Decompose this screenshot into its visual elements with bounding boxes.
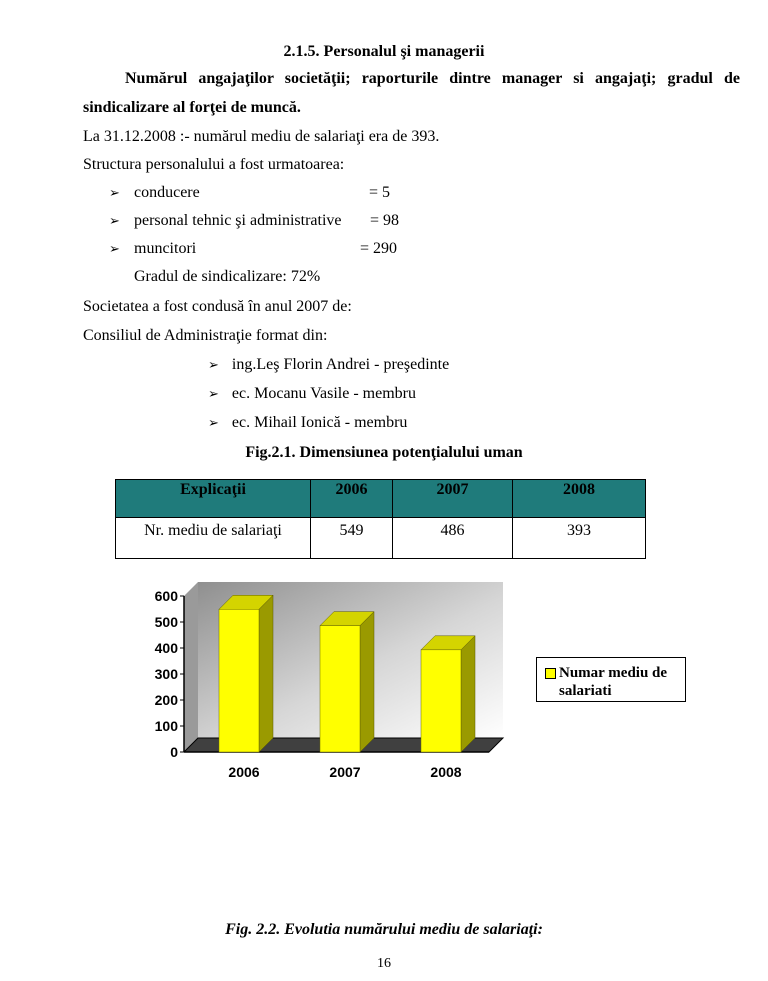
x-tick-label: 2008 <box>430 764 462 780</box>
board-member <box>208 356 449 374</box>
table-header-row <box>116 480 646 518</box>
y-tick-label: 500 <box>154 614 178 630</box>
board-member <box>208 385 416 403</box>
structure-item <box>109 212 120 230</box>
structure-label: conducere <box>134 184 200 201</box>
unionization-rate: Gradul de sindicalizare: 72% <box>134 268 321 285</box>
arrow-bullet-icon: ➢ <box>208 415 219 430</box>
chart-side-wall <box>184 582 198 752</box>
y-tick-label: 0 <box>170 744 178 760</box>
avg-employees-line: La 31.12.2008 :- numărul mediu de salariaţi era de 393. <box>83 128 440 145</box>
led-by-line: Societatea a fost condusă în anul 2007 de: <box>83 298 352 315</box>
bar-front <box>421 650 461 752</box>
employees-bar-chart <box>150 580 520 790</box>
intro-line-1: Numărul angajaţilor societăţii; raporturile dintre manager si angajaţi; gradul de <box>125 70 740 87</box>
bar-side <box>360 612 374 752</box>
chart-legend <box>536 657 686 702</box>
table-cell: 549 <box>311 518 393 559</box>
bar-front <box>320 626 360 752</box>
bar-side <box>259 595 273 752</box>
page-number: 16 <box>377 956 391 971</box>
intro-line-2: sindicalizare al forţei de muncă. <box>83 99 301 116</box>
chart-y-ticks <box>155 588 184 760</box>
bar <box>421 636 475 752</box>
y-tick-label: 400 <box>154 640 178 656</box>
bar-side <box>461 636 475 752</box>
x-tick-label: 2007 <box>329 764 361 780</box>
structure-label: muncitori <box>134 240 197 257</box>
arrow-bullet-icon: ➢ <box>109 213 120 228</box>
personnel-table <box>115 479 646 559</box>
y-tick-label: 600 <box>154 588 178 604</box>
figure-title: Fig.2.1. Dimensiunea potenţialului uman <box>245 444 523 461</box>
board-member <box>208 414 407 432</box>
board-member-text: ec. Mihail Ionică - membru <box>231 414 408 431</box>
bar-front <box>219 609 259 752</box>
arrow-bullet-icon: ➢ <box>109 185 120 200</box>
table-cell: 393 <box>513 518 646 559</box>
bar <box>219 595 273 752</box>
figure-caption: Fig. 2.2. Evolutia numărului mediu de salariaţi: <box>225 921 543 938</box>
arrow-bullet-icon: ➢ <box>208 357 219 372</box>
board-member-text: ing.Leş Florin Andrei - preşedinte <box>231 356 450 373</box>
arrow-bullet-icon: ➢ <box>109 241 120 256</box>
table-header-cell: 2007 <box>393 480 513 518</box>
table-cell: 486 <box>393 518 513 559</box>
arrow-bullet-icon: ➢ <box>208 386 219 401</box>
section-heading: 2.1.5. Personalul şi managerii <box>283 43 485 60</box>
table-row <box>116 518 646 559</box>
structure-item <box>109 240 120 258</box>
x-tick-label: 2006 <box>228 764 260 780</box>
table-header-cell: Explicaţii <box>116 480 311 518</box>
legend-label: Numar mediu de salariati <box>559 665 668 699</box>
legend-swatch <box>545 668 556 679</box>
table-header-cell: 2008 <box>513 480 646 518</box>
table-header-cell: 2006 <box>311 480 393 518</box>
y-tick-label: 300 <box>154 666 178 682</box>
structure-label: personal tehnic şi administrative <box>134 212 342 229</box>
structure-value: = 98 <box>370 212 400 229</box>
table-cell: Nr. mediu de salariaţi <box>116 518 311 559</box>
board-intro: Consiliul de Administraţie format din: <box>83 327 328 344</box>
y-tick-label: 100 <box>154 718 178 734</box>
structure-item <box>109 184 120 202</box>
y-tick-label: 200 <box>154 692 178 708</box>
bar <box>320 612 374 752</box>
structure-value: = 290 <box>360 240 398 257</box>
structure-value: = 5 <box>369 184 391 201</box>
board-member-text: ec. Mocanu Vasile - membru <box>231 385 416 402</box>
chart-x-ticks <box>228 764 461 780</box>
structure-intro: Structura personalului a fost urmatoarea: <box>83 156 345 173</box>
